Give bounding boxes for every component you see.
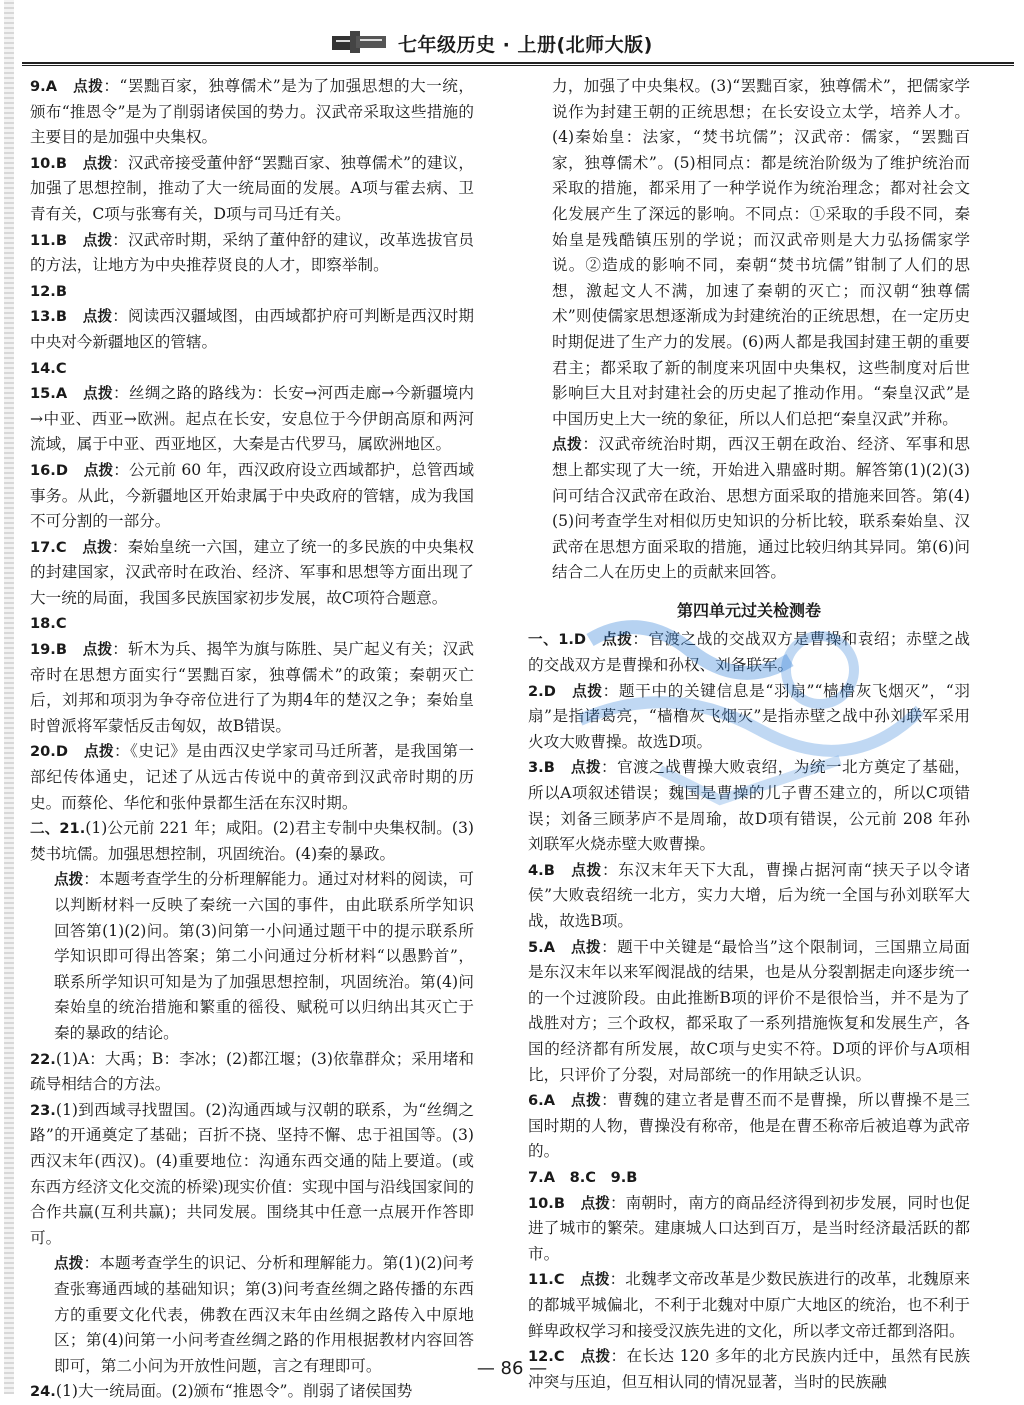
hint-label: 点拨 bbox=[82, 154, 113, 172]
hint-label: 点拨 bbox=[82, 538, 112, 556]
hint-label: 点拨 bbox=[570, 861, 602, 879]
answer-text: ：官渡之战曹操大败袁绍，为统一北方奠定了基础，所以A项叙述错误；魏国是曹操的儿子曹丕建立的，所以C项错误；刘备三顾茅庐不是周瑜，故D项有错误，公元前 208 年孙刘联军火烧赤壁大败曹操。 bbox=[528, 758, 970, 854]
answer-item bbox=[30, 228, 474, 279]
answer-text: (1)公元前 221 年；咸阳。(2)君主专制中央集权制。(3)焚书坑儒。加强思想控制，巩固统治。(4)秦的暴政。 bbox=[30, 819, 474, 863]
answer-text: (1)大一统局面。(2)颁布“推恩令”。削弱了诸侯国势 bbox=[55, 1382, 413, 1401]
answer-item bbox=[30, 356, 474, 382]
header-title: 七年级历史 · 上册(北师大版) bbox=[398, 34, 653, 56]
hint-label: 点拨 bbox=[580, 1194, 610, 1212]
answer-item bbox=[30, 74, 474, 151]
section-title: 第四单元过关检测卷 bbox=[676, 600, 821, 620]
right-column bbox=[528, 74, 970, 1395]
answer-item bbox=[528, 1165, 970, 1191]
answer-text: ：曹魏的建立者是曹丕而不是曹操，所以曹操不是三国时期的人物，曹操没有称帝，他是在曹丕称帝后被追尊为武帝的。 bbox=[528, 1091, 970, 1161]
answer-text: ：丝绸之路的路线为：长安→河西走廊→今新疆境内→中亚、西亚→欧洲。起点在长安，安息位于今伊朗高原和两河流域，属于中亚、西亚地区，大秦是古代罗马，属欧洲地区。 bbox=[30, 384, 474, 454]
answer-item bbox=[30, 279, 474, 305]
answer-item bbox=[528, 755, 970, 857]
answer-number: 3.B bbox=[528, 759, 555, 777]
answer-number: 16.D bbox=[30, 461, 68, 479]
page-number: — 86 — bbox=[476, 1358, 548, 1379]
answer-continuation bbox=[528, 74, 970, 586]
answer-text: ：官渡之战的交战双方是曹操和袁绍；赤壁之战的交战双方是曹操和孙权、刘备联军。 bbox=[528, 630, 970, 675]
answer-number: 12.B bbox=[30, 282, 67, 300]
page-number-value: 86 bbox=[500, 1358, 524, 1379]
answer-text: (1)A：大禹；B：李冰；(2)都江堰；(3)依靠群众；采用堵和疏导相结合的方法。 bbox=[30, 1049, 474, 1094]
answer-number: 22. bbox=[30, 1050, 56, 1068]
answer-text: ：斩木为兵、揭竿为旗与陈胜、吴广起义有关；汉武帝时在思想方面实行“罢黜百家，独尊儒术”的政策；秦朝灭亡后，刘邦和项羽为争夺帝位进行了为期4年的楚汉之争；秦始皇时曾派将军蒙恬反击匈奴，故B错误。 bbox=[30, 640, 474, 735]
answer-number: 11.B bbox=[30, 231, 67, 249]
unit-four-answers bbox=[528, 627, 970, 1395]
binding-edge bbox=[4, 0, 14, 1394]
hint-label: 点拨 bbox=[552, 436, 583, 454]
hint-label: 点拨 bbox=[72, 78, 104, 95]
answer-item bbox=[528, 1088, 970, 1165]
answer-item bbox=[528, 935, 970, 1089]
answer-text: ：东汉末年天下大乱，曹操占据河南“挟天子以令诸侯”大败袁绍统一北方，实力大增，后为统一全国与孙刘联军大战，故选B项。 bbox=[528, 860, 970, 930]
answer-number: 24. bbox=[30, 1383, 56, 1401]
book-logo-icon bbox=[330, 28, 390, 54]
answer-item bbox=[30, 304, 474, 355]
answer-text: (1)到西域寻找盟国。(2)沟通西域与汉朝的联系，为“丝绸之路”的开通奠定了基础；百折不挠、坚持不懈、忠于祖国等。(3)西汉末年(西汉)。(4)重要地位：沟通东西交通的陆上要道。(或东西方经济文化交流的桥梁)现实价值：实现中国与沿线国家间的合作共赢(互利共赢)；共同发展。围绕其中任意一点展开作答即可。 bbox=[30, 1100, 474, 1247]
answer-item bbox=[30, 611, 474, 637]
page-header bbox=[0, 0, 1024, 66]
answer-item bbox=[30, 381, 474, 458]
hint-label: 点拨 bbox=[580, 1348, 611, 1366]
answer-item bbox=[528, 1191, 970, 1268]
answer-number: 18.C bbox=[30, 615, 67, 633]
hint-label: 点拨 bbox=[570, 1092, 602, 1110]
answer-item bbox=[528, 74, 970, 432]
answer-text: ：“罢黜百家，独尊儒术”是为了加强思想的大一统，颁布“推恩令”是为了削弱诸侯国的势力。汉武帝采取这些措施的主要目的是加强中央集权。 bbox=[30, 77, 474, 147]
answer-item bbox=[528, 679, 970, 756]
answer-text: ：题干中的关键信息是“羽扇”“樯橹灰飞烟灭”，“羽扇”是指诸葛亮，“樯橹灰飞烟灭”是指赤壁之战中孙刘联军采用火攻大败曹操。故选D项。 bbox=[528, 681, 970, 751]
hint-label: 点拨 bbox=[571, 682, 603, 700]
answer-number: 23. bbox=[30, 1101, 56, 1119]
answer-number: 6.A bbox=[528, 1092, 555, 1110]
answer-number: 二、21. bbox=[30, 820, 86, 838]
hint-label: 点拨 bbox=[83, 461, 114, 479]
answer-item bbox=[528, 627, 970, 678]
answer-item bbox=[30, 1379, 474, 1405]
left-column bbox=[30, 74, 474, 1405]
answer-item bbox=[30, 151, 474, 228]
answer-text: ：北魏孝文帝改革是少数民族进行的改革，北魏原来的都城平城偏北，不利于北魏对中原广大地区的统治，也不利于鲜卑政权学习和接受汉族先进的文化，所以孝文帝迁都到洛阳。 bbox=[528, 1270, 970, 1340]
answer-number: 10.B bbox=[30, 154, 67, 172]
answer-item bbox=[30, 535, 474, 612]
hint-label: 点拨 bbox=[82, 385, 113, 403]
answer-text: ：汉武帝统治时期，西汉王朝在政治、经济、军事和思想上都实现了大一统，开始进入鼎盛时期。解答第(1)(2)(3)问可结合汉武帝在政治、思想方面采取的措施来回答。第(4)(5)问考查学生对相似历史知识的分析比较，联系秦始皇、汉武帝在思想方面采取的措施，通过比较归纳其异同。第(6)问结合二人在历史上的贡献来回答。 bbox=[552, 435, 970, 582]
answer-text: ：汉武帝时期，采纳了董仲舒的建议，改革选拔官员的方法，让地方为中央推荐贤良的人才，即察举制。 bbox=[30, 230, 474, 275]
answer-text: ：阅读西汉疆域图，由西域都护府可判断是西汉时期中央对今新疆地区的管辖。 bbox=[30, 307, 474, 351]
answer-number: 17.C bbox=[30, 538, 67, 556]
answer-text: ：本题考查学生的识记、分析和理解能力。第(1)(2)问考查张骞通西域的基础知识；第(3)问考查丝绸之路传播的东西方的重要文化代表，佛教在西汉末年由丝绸之路传入中原地区；第(4)问第一小问考查丝绸之路的作用根据教材内容回答即可，第二小问为开放性问题，言之有理即可。 bbox=[54, 1254, 474, 1375]
hint-label: 点拨 bbox=[570, 759, 602, 777]
hint-label: 点拨 bbox=[83, 743, 114, 761]
answer-text: 力，加强了中央集权。(3)“罢黜百家，独尊儒术”，把儒家学说作为封建王朝的正统思想；在长安设立太学，培养人才。(4)秦始皇：法家，“焚书坑儒”；汉武帝：儒家，“罢黜百家，独尊儒术”。(5)相同点：都是统治阶级为了维护统治而采取的措施，都采用了一种学说作为统治理念；都对社会文化发展产生了深远的影响。不同点：①采取的手段不同，秦始皇是残酷镇压别的学说；而汉武帝则是大力弘扬儒家学说。②造成的影响不同，秦朝“焚书坑儒”钳制了人们的思想，激起文人不满，加速了秦朝的灭亡；而汉朝“独尊儒术”则使儒家思想逐渐成为封建统治的正统思想，在一定历史时期促进了生产力的发展。(6)两人都是我国封建王朝的重要君主；都采取了新的制度来巩固中央集权，这些制度对后世影响巨大且对封建社会的历史起了推动作用。“秦皇汉武”是中国历史上大一统的象征，所以人们总把“秦皇汉武”并称。 bbox=[552, 77, 970, 428]
hint-label: 点拨 bbox=[54, 871, 84, 889]
answer-item bbox=[30, 816, 474, 867]
answer-number: 2.D bbox=[528, 682, 556, 700]
answer-text: ：题干中关键是“最恰当”这个限制词，三国鼎立局面是东汉末年以来军阀混战的结果，也是从分裂割据走向逐步统一的一个过渡阶段。由此推断B项的评价不是很恰当，并不是为了战胜对方；三个政权，都采取了一系列措施恢复和发展生产，各国的经济都有所发展，故C项与史实不符。D项的评价与A项相比，只评价了分裂，对局部统一的作用缺乏认识。 bbox=[528, 937, 970, 1084]
answer-number: 9.A bbox=[30, 78, 57, 95]
answer-item bbox=[30, 458, 474, 535]
answer-item bbox=[30, 637, 474, 739]
hint-label: 点拨 bbox=[601, 631, 633, 649]
answer-item bbox=[30, 1098, 474, 1252]
answer-item bbox=[30, 867, 474, 1046]
header-rule bbox=[22, 62, 1014, 64]
hint-label: 点拨 bbox=[82, 231, 113, 249]
answer-number: 4.B bbox=[528, 861, 555, 879]
answer-item bbox=[528, 858, 970, 935]
answer-number: 14.C bbox=[30, 359, 67, 377]
answer-item bbox=[30, 1047, 474, 1098]
answer-number: 7.A 8.C 9.B bbox=[528, 1168, 638, 1186]
answer-number: 5.A bbox=[528, 938, 555, 956]
answer-number: 19.B bbox=[30, 641, 67, 659]
answer-item bbox=[30, 739, 474, 816]
answer-text: ：公元前 60 年，西汉政府设立西域都护，总管西域事务。从此，今新疆地区开始隶属于中央政府的管辖，成为我国不可分割的一部分。 bbox=[30, 460, 474, 531]
answer-text: ：在长达 120 多年的北方民族内迁中，虽然有民族冲突与压迫，但互相认同的情况显著，当时的民族融 bbox=[528, 1347, 970, 1391]
answer-number: 12.C bbox=[528, 1348, 565, 1366]
hint-label: 点拨 bbox=[82, 308, 113, 326]
header-rule-thin bbox=[22, 65, 1014, 66]
answer-number: 10.B bbox=[528, 1194, 565, 1212]
answer-text: ：《史记》是由西汉史学家司马迁所著，是我国第一部纪传体通史，记述了从远古传说中的黄帝到汉武帝时期的历史。而蔡伦、华佗和张仲景都生活在东汉时期。 bbox=[30, 742, 474, 812]
hint-label: 点拨 bbox=[82, 641, 113, 659]
answer-item bbox=[528, 432, 970, 586]
hint-label: 点拨 bbox=[54, 1255, 84, 1273]
answer-number: 一、1.D bbox=[528, 631, 587, 649]
answer-number: 13.B bbox=[30, 308, 67, 326]
answer-text: ：南朝时，南方的商品经济得到初步发展，同时也促进了城市的繁荣。建康城人口达到百万，是当时经济最活跃的都市。 bbox=[528, 1193, 970, 1263]
answer-number: 20.D bbox=[30, 743, 68, 761]
answer-number: 11.C bbox=[528, 1271, 565, 1289]
answer-item bbox=[528, 1267, 970, 1344]
answer-text: ：本题考查学生的分析理解能力。通过对材料的阅读，可以判断材料一反映了秦统一六国的事件，由此联系所学知识回答第(1)(2)问。第(3)问第一小问通过题干中的提示联系所学知识即可得出答案；第二小问通过分析材料“以愚黔首”，联系所学知识可知是为了加强思想控制，巩固统治。第(4)问秦始皇的统治措施和繁重的徭役、赋税可以归纳出其灭亡于秦的暴政的结论。 bbox=[54, 870, 474, 1042]
hint-label: 点拨 bbox=[580, 1271, 610, 1289]
hint-label: 点拨 bbox=[570, 938, 602, 956]
answer-text: ：秦始皇统一六国，建立了统一的多民族的中央集权的封建国家，汉武帝时在政治、经济、军事和思想等方面出现了大一统的局面，我国多民族国家初步发展，故C项符合题意。 bbox=[30, 537, 474, 607]
answer-number: 15.A bbox=[30, 385, 68, 403]
answer-text: ：汉武帝接受董仲舒“罢黜百家、独尊儒术”的建议，加强了思想控制，推动了大一统局面的发展。A项与霍去病、卫青有关，C项与张骞有关，D项与司马迁有关。 bbox=[30, 153, 474, 223]
